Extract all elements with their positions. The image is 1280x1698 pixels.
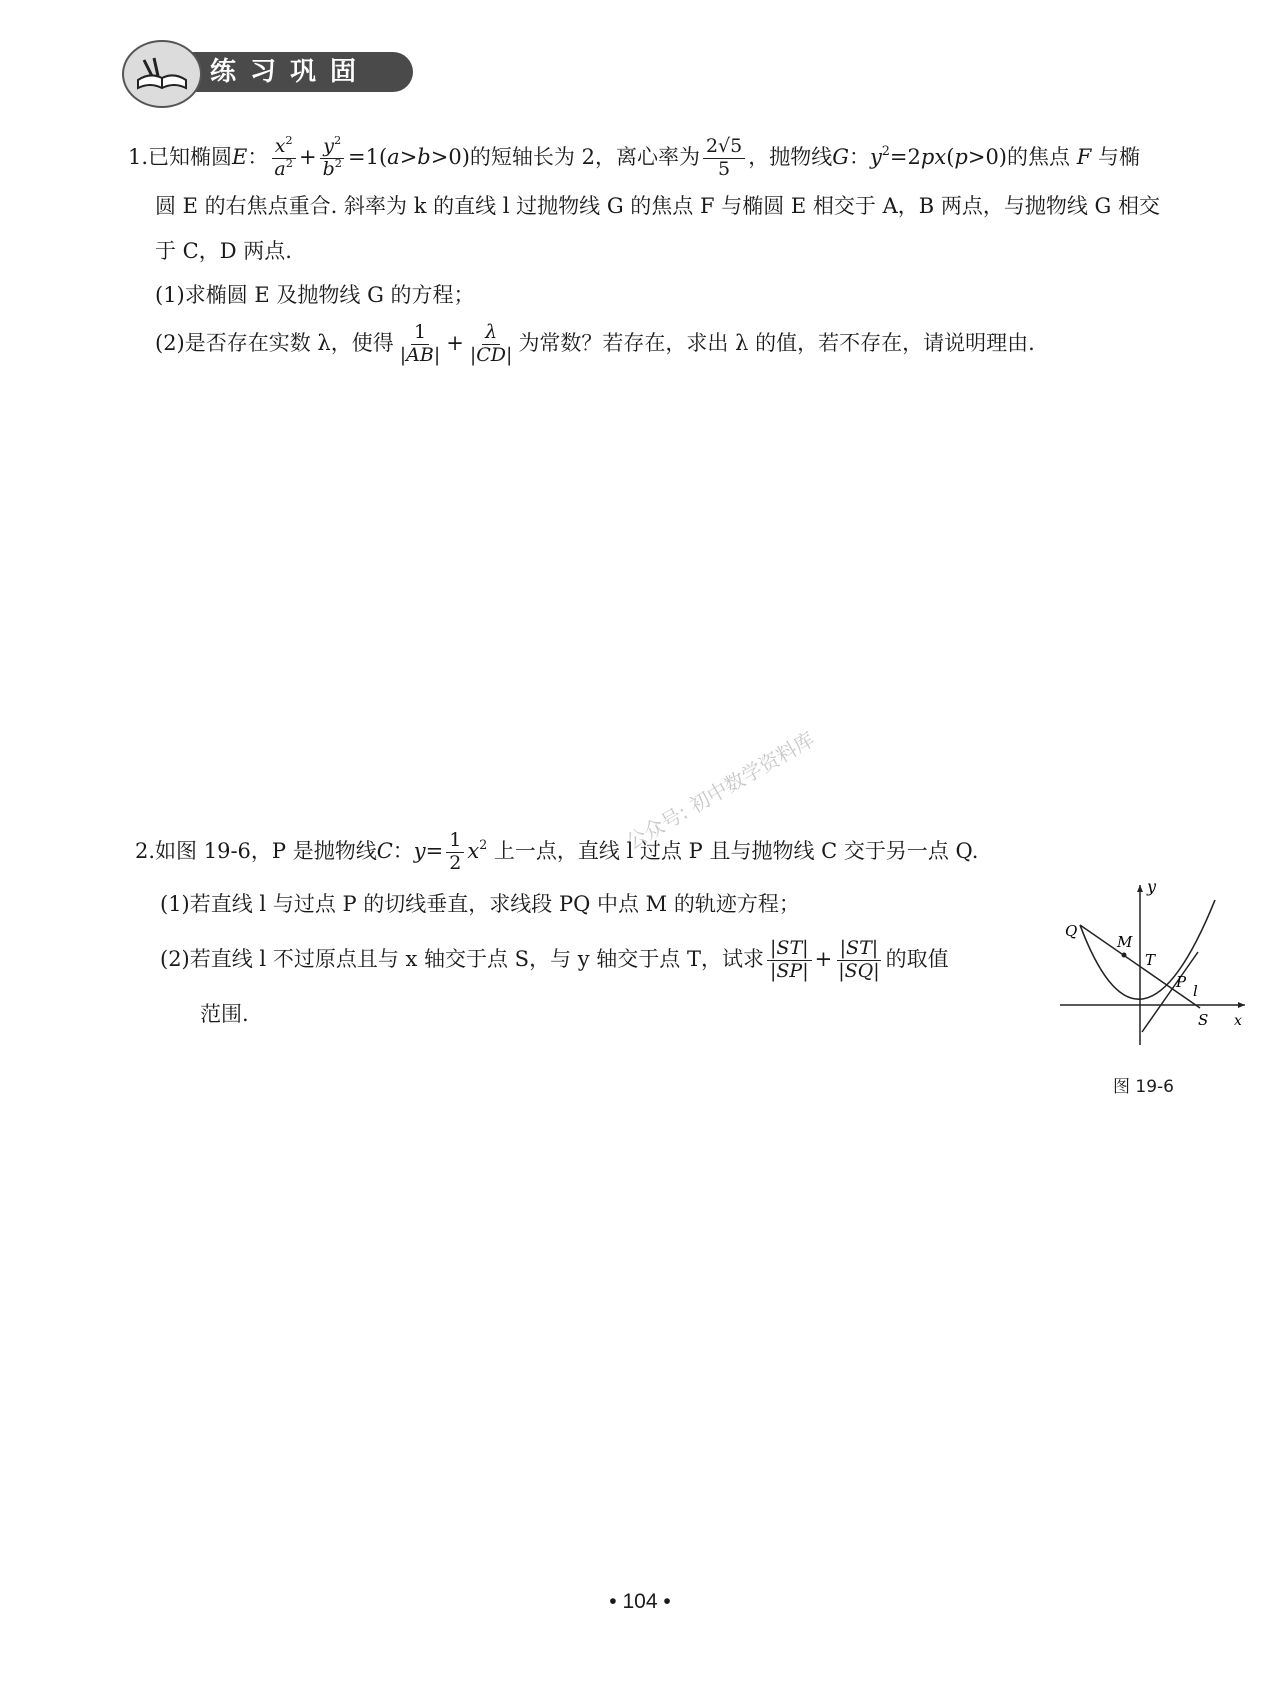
problem2-text: 上一点，直线 l 过点 P 且与抛物线 C 交于另一点 Q. — [493, 838, 979, 863]
label-q: Q — [1065, 922, 1078, 940]
problem1-part2-text: (2)是否存在实数 λ，使得 — [155, 330, 394, 355]
fraction-st-over-sp: $\frac{|ST|}{|SP|}$ — [767, 938, 812, 983]
fraction-1-over-ab: $\frac{1}{|AB|}$ — [399, 321, 441, 366]
problem1-number: 1. — [128, 144, 149, 169]
figure-caption: 图 19-6 — [1113, 1077, 1174, 1097]
ellipse-fraction-y: $\frac{y^2}{b^2}$ — [320, 136, 345, 181]
problem1-text: 的焦点 — [1007, 144, 1070, 169]
problem1-line3: 于 C，D 两点. — [155, 239, 292, 263]
watermark: 公众号: 初中数学资料库 — [622, 726, 819, 855]
label-m: M — [1117, 933, 1133, 951]
fraction-lambda-over-cd: $\frac{\lambda}{|CD|}$ — [469, 321, 513, 366]
problem2-part2-text: 的取值 — [885, 946, 949, 971]
problem1-text: 的短轴长为 2，离心率为 — [469, 144, 700, 169]
figure-19-6 — [1050, 880, 1250, 1060]
problem1-line2: 圆 E 的右焦点重合. 斜率为 k 的直线 l 过抛物线 G 的焦点 F 与椭圆 E 相交于 A，B 两点，与抛物线 G 相交 — [155, 194, 1160, 218]
problem2-text: 如图 19-6，P 是抛物线 — [155, 838, 377, 863]
problem2-line1: 2.如图 19-6，P 是抛物线C：y= $\frac{1}{2}$ $x^2$ 上一点，直线 l 过点 P 且与抛物线 C 交于另一点 Q. — [135, 829, 979, 874]
y-axis-arrow — [1137, 885, 1143, 892]
problem1-part1: (1)求椭圆 E 及抛物线 G 的方程； — [155, 283, 475, 307]
label-p: P — [1176, 973, 1187, 991]
problem1-text: ，抛物线 — [748, 144, 833, 169]
problem2-part1: (1)若直线 l 与过点 P 的切线垂直，求线段 PQ 中点 M 的轨迹方程； — [160, 892, 800, 916]
label-x: x — [1234, 1013, 1242, 1029]
problem2-part2-continued: 范围. — [200, 1002, 249, 1026]
fraction-st-over-sq: $\frac{|ST|}{|SQ|}$ — [838, 937, 880, 982]
problem2-number: 2. — [135, 838, 156, 863]
label-y: y — [1147, 880, 1157, 896]
problem2-part2: (2)若直线 l 不过原点且与 x 轴交于点 S，与 y 轴交于点 T，试求 $\frac{|ST|}{|SP|}$ + $\frac{|ST|}{|SQ|}$ 的取值 — [160, 937, 949, 982]
point-m — [1122, 953, 1127, 958]
label-t: T — [1145, 951, 1156, 969]
book-icon — [122, 40, 202, 108]
label-s: S — [1198, 1011, 1209, 1029]
page-number: • 104 • — [609, 1590, 671, 1613]
problem1-text: 与椭 — [1097, 144, 1140, 169]
ellipse-fraction-x: $\frac{x^2}{a^2}$ — [271, 136, 296, 181]
problem1-line1: 1.已知椭圆E： $\frac{x^2}{a^2}$ + $\frac{y^2}{b^2}$ =1(a>b>0)的短轴长为 2，离心率为 $\frac{2√5}{5}$ ，抛物线G：$y^2=2px(p>0)$的焦点 F 与椭 — [128, 133, 1140, 180]
problem2-part2-text: (2)若直线 l 不过原点且与 x 轴交于点 S，与 y 轴交于点 T，试求 — [160, 946, 764, 971]
fraction-one-half: $\frac{1}{2}$ — [446, 830, 464, 875]
problem1-text: 已知椭圆 — [148, 144, 233, 169]
eccentricity-fraction: $\frac{2√5}{5}$ — [703, 136, 745, 181]
label-l: l — [1193, 982, 1198, 1000]
x-axis-arrow — [1238, 1002, 1245, 1008]
problem1-part2: (2)是否存在实数 λ，使得 $\frac{1}{|AB|}$ + $\frac{\lambda}{|CD|}$ 为常数？若存在，求出 λ 的值，若不存在，请说明理由. — [155, 321, 1035, 366]
problem1-part2-text: 为常数？若存在，求出 λ 的值，若不存在，请说明理由. — [518, 330, 1035, 355]
section-title: 练习巩固 — [210, 57, 371, 87]
section-header — [118, 38, 418, 106]
